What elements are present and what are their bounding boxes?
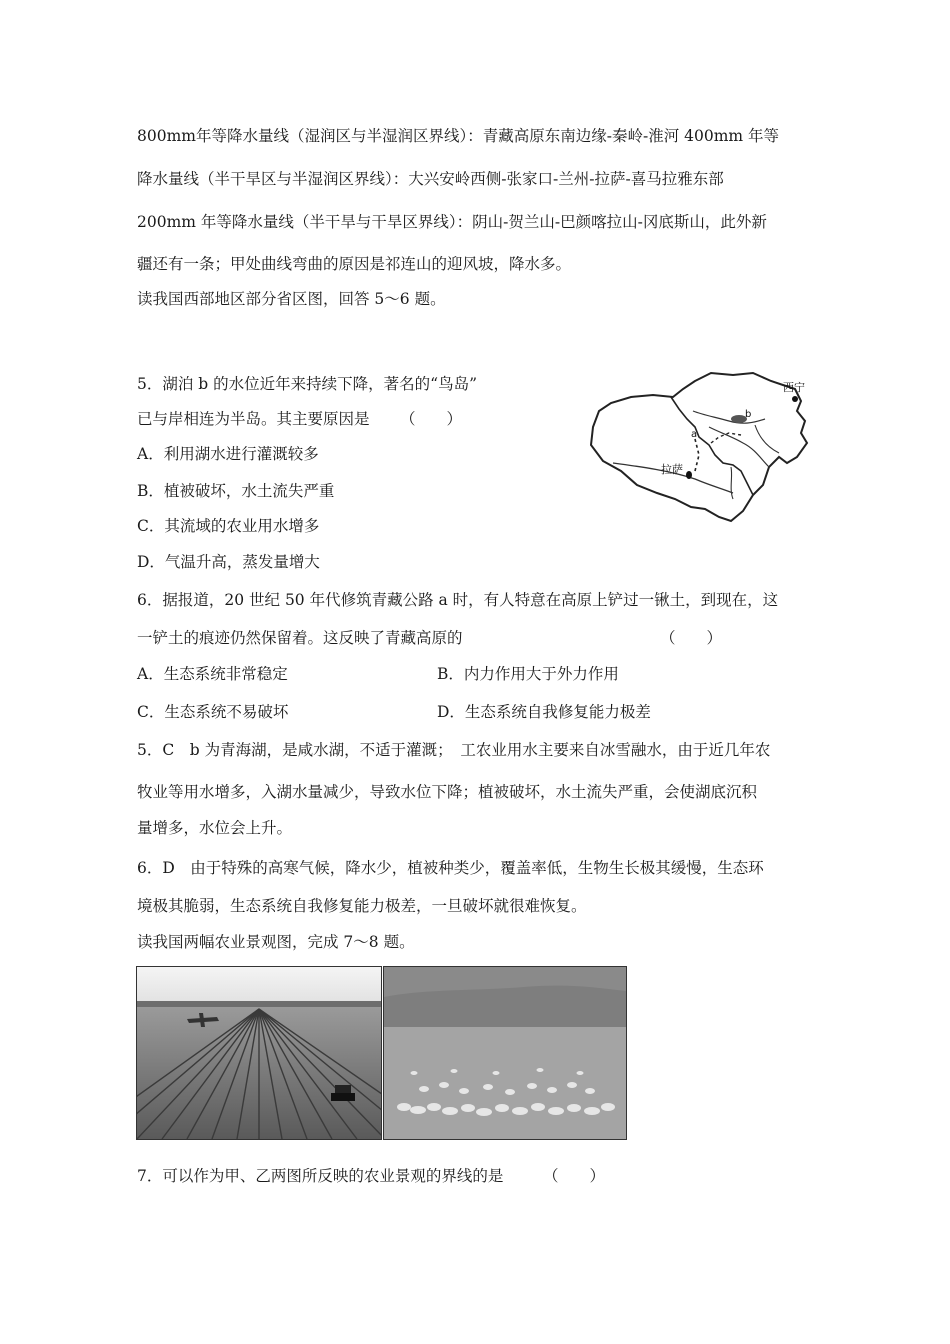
- intro-7-8: 读我国两幅农业景观图，完成 7～8 题。: [137, 933, 415, 951]
- grassland-photo: [383, 966, 627, 1140]
- label-xining: 西宁: [783, 381, 805, 394]
- q5-option-d: D．气温升高，蒸发量增大: [137, 553, 320, 571]
- western-china-map: [583, 367, 815, 529]
- intro-line-5: 读我国西部地区部分省区图，回答 5～6 题。: [137, 290, 446, 308]
- intro-line-4: 疆还有一条；甲处曲线弯曲的原因是祁连山的迎风坡，降水多。: [137, 255, 572, 273]
- q6-option-b: B．内力作用大于外力作用: [437, 665, 619, 683]
- farmland-photo: [136, 966, 382, 1140]
- q5-option-c: C．其流域的农业用水增多: [137, 517, 320, 535]
- q5-stem-2: 已与岸相连为半岛。其主要原因是: [137, 410, 370, 428]
- intro-line-3: 200mm 年等降水量线（半干旱与干旱区界线）：阴山-贺兰山-巴颜喀拉山-冈底斯山，此外新: [137, 213, 767, 231]
- answer-6-line-2: 境极其脆弱，生态系统自我修复能力极差，一旦破坏就很难恢复。: [137, 897, 587, 915]
- answer-5-line-3: 量增多，水位会上升。: [137, 819, 293, 837]
- intro-line-1: 800mm年等降水量线（湿润区与半湿润区界线）：青藏高原东南边缘-秦岭-淮河 400mm 年等: [137, 127, 780, 145]
- q6-answer-paren: （ ）: [660, 629, 723, 647]
- answer-5-line-2: 牧业等用水增多，入湖水量减少，导致水位下降；植被破坏，水土流失严重，会使湖底沉积: [137, 783, 758, 801]
- answer-6-line-1: 6．D 由于特殊的高寒气候，降水少，植被种类少，覆盖率低，生物生长极其缓慢，生态环: [137, 859, 764, 877]
- q7-answer-paren: （ ）: [543, 1167, 606, 1185]
- q6-stem-1: 6．据报道，20 世纪 50 年代修筑青藏公路 a 时，有人特意在高原上铲过一锹土，到现在，这: [137, 591, 779, 609]
- q5-option-b: B．植被破坏，水土流失严重: [137, 482, 335, 500]
- q6-option-a: A．生态系统非常稳定: [137, 665, 288, 683]
- q6-option-d: D．生态系统自我修复能力极差: [437, 703, 651, 721]
- label-lasa: 拉萨: [661, 463, 683, 476]
- q5-answer-paren: （ ）: [400, 410, 463, 428]
- answer-5-line-1: 5．C b 为青海湖，是咸水湖，不适于灌溉； 工农业用水主要来自冰雪融水，由于近几年农: [137, 741, 771, 759]
- label-lake-b: b: [745, 409, 752, 420]
- intro-line-2: 降水量线（半干旱区与半湿润区界线）：大兴安岭西侧-张家口-兰州-拉萨-喜马拉雅东部: [137, 170, 724, 188]
- q5-option-a: A．利用湖水进行灌溉较多: [137, 445, 319, 463]
- q6-stem-2: 一铲土的痕迹仍然保留着。这反映了青藏高原的: [137, 629, 463, 647]
- q6-option-c: C．生态系统不易破坏: [137, 703, 289, 721]
- q5-stem-1: 5．湖泊 b 的水位近年来持续下降，著名的“鸟岛”: [137, 375, 477, 393]
- q7-stem: 7．可以作为甲、乙两图所反映的农业景观的界线的是: [137, 1167, 504, 1185]
- label-road-a: a: [691, 429, 698, 440]
